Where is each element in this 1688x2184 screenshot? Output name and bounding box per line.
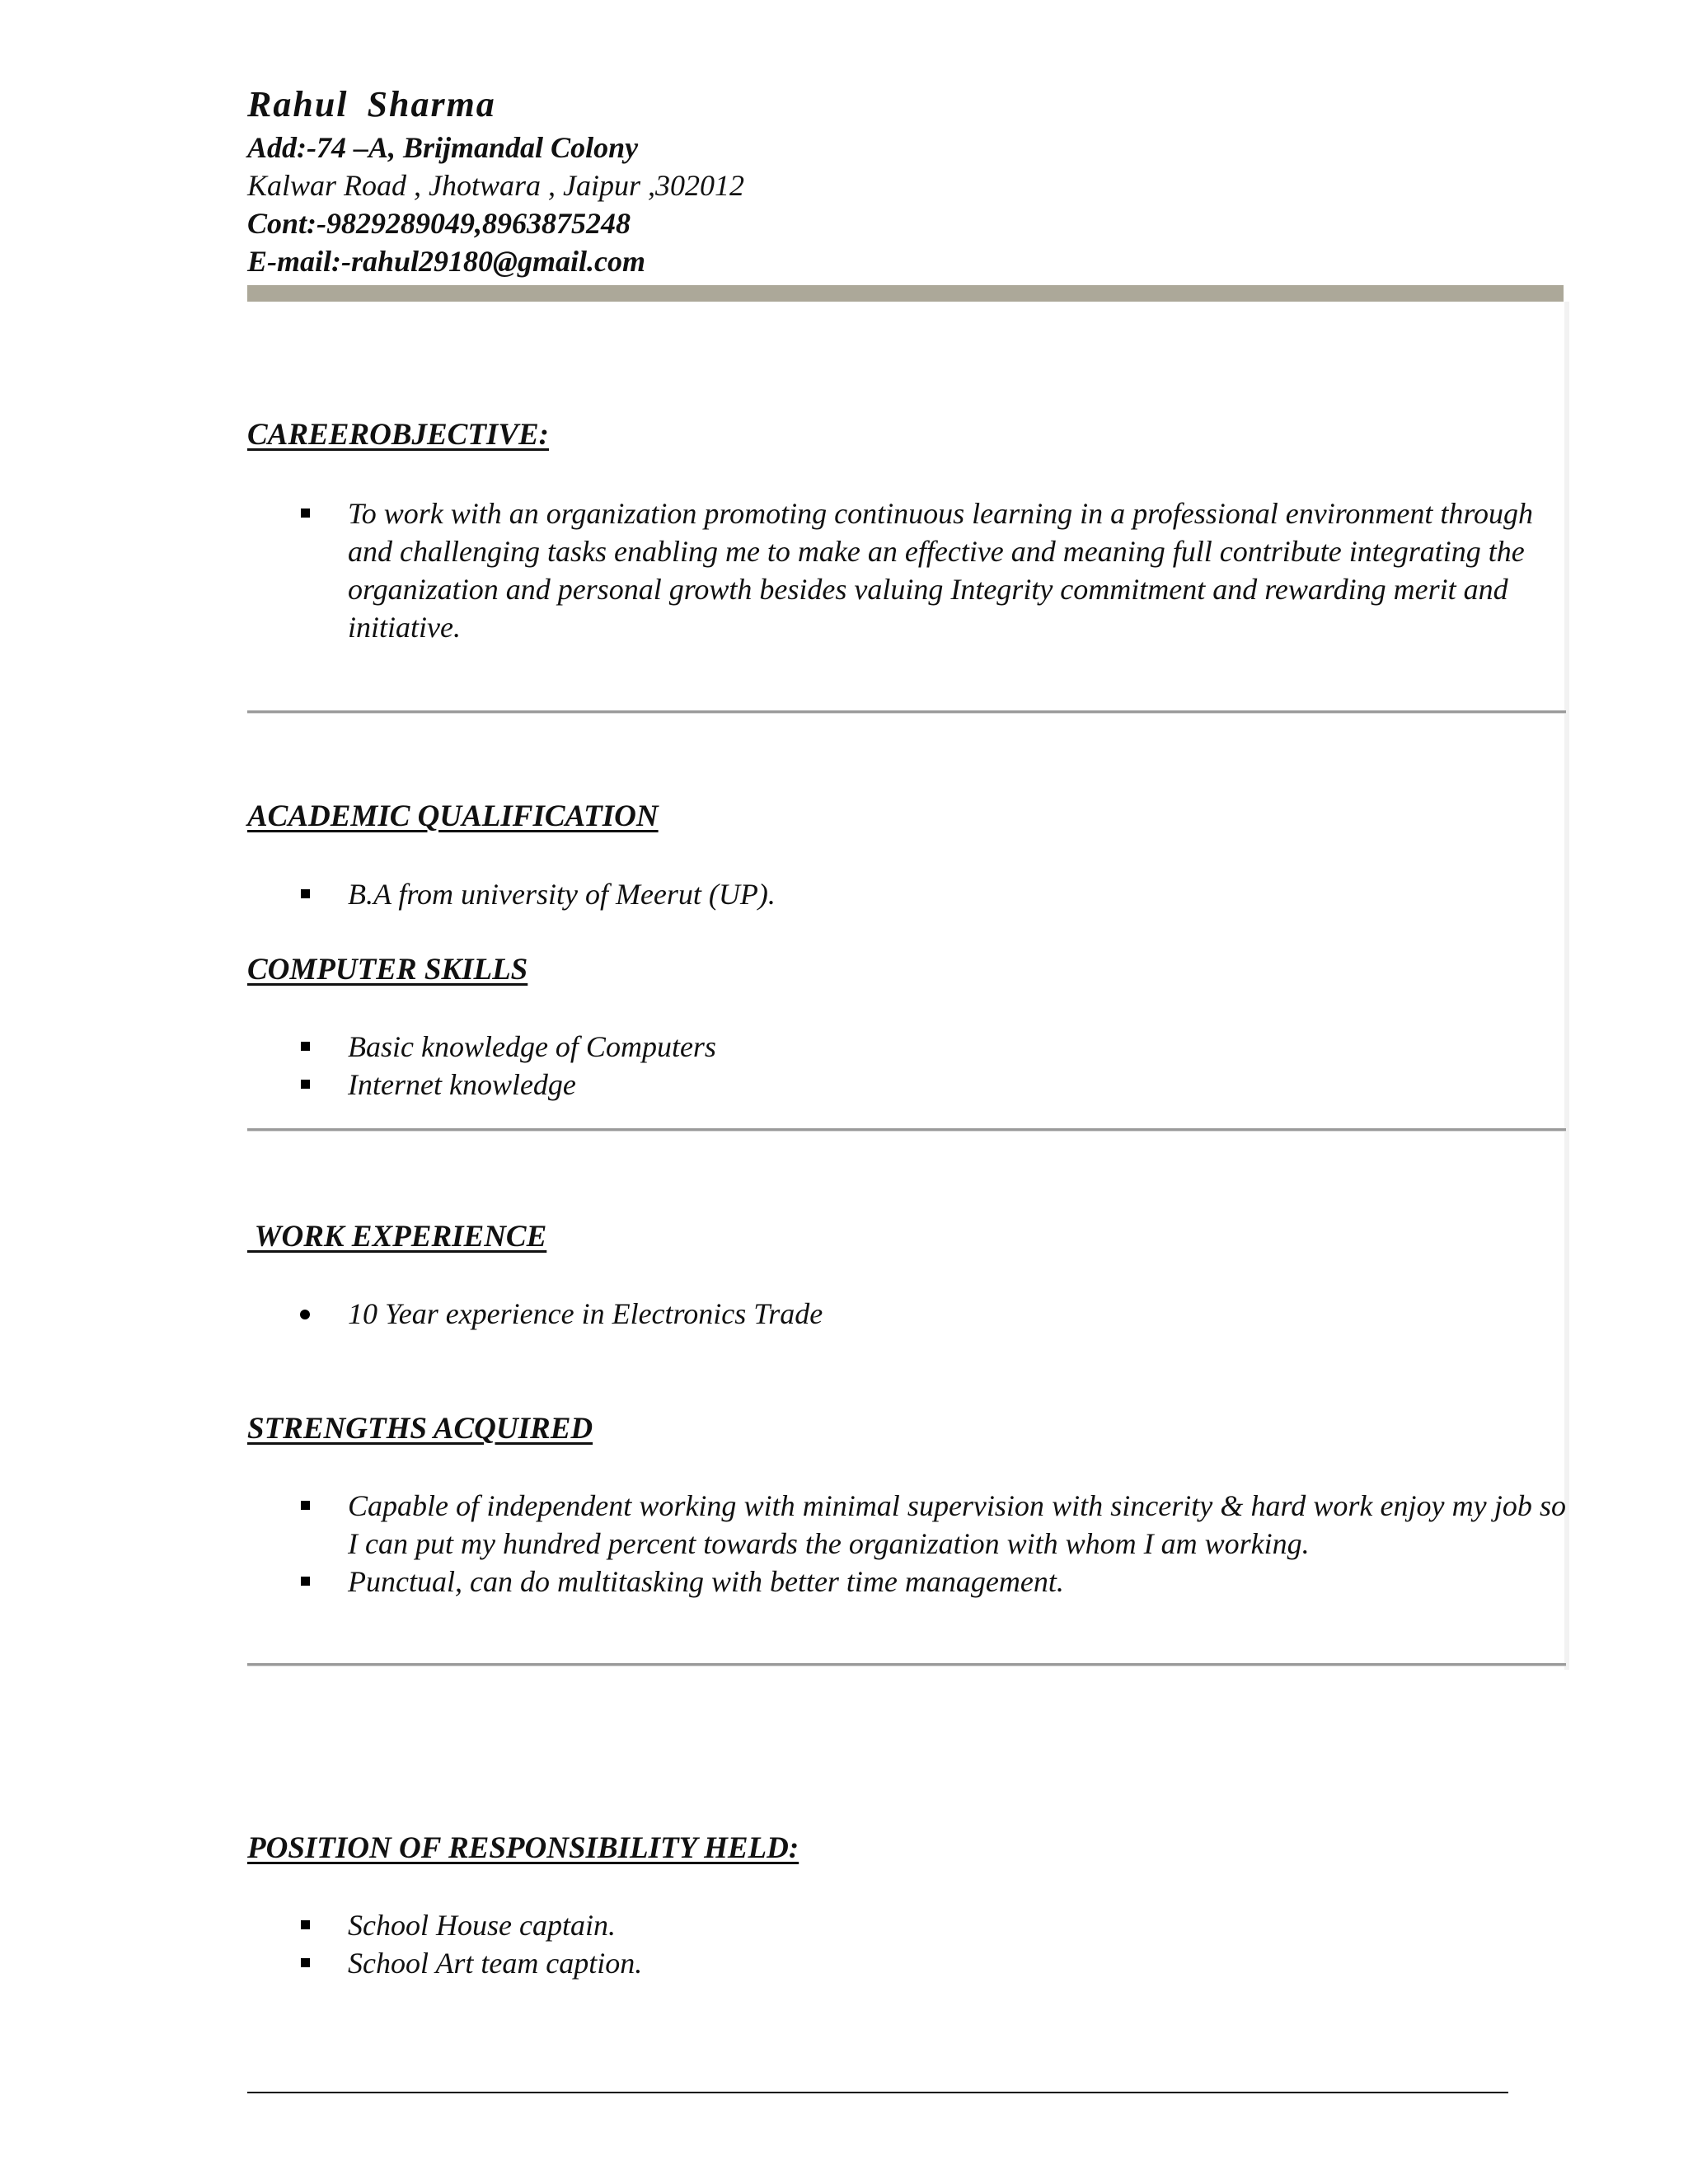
positions-heading: POSITION OF RESPONSIBILITY HELD: bbox=[247, 1831, 799, 1865]
academic-list bbox=[247, 875, 1566, 913]
position-item: School Art team caption. bbox=[348, 1947, 643, 1980]
academic-heading: ACADEMIC QUALIFICATION bbox=[247, 799, 659, 833]
square-bullet-icon bbox=[301, 889, 310, 898]
square-bullet-icon bbox=[301, 1080, 310, 1089]
list-item bbox=[247, 1028, 1566, 1066]
list-item bbox=[247, 875, 1566, 913]
academic-item: B.A from university of Meerut (UP). bbox=[348, 878, 776, 911]
strength-item: Punctual, can do multitasking with better time management. bbox=[348, 1565, 1064, 1598]
computer-skills-heading: COMPUTER SKILLS bbox=[247, 953, 528, 987]
square-bullet-icon bbox=[301, 1920, 310, 1929]
strengths-heading: STRENGTHS ACQUIRED bbox=[247, 1412, 593, 1446]
square-bullet-icon bbox=[301, 1958, 310, 1967]
email-address: E-mail:-rahul29180@gmail.com bbox=[247, 245, 645, 278]
list-item bbox=[247, 1906, 1566, 1944]
square-bullet-icon bbox=[301, 1501, 310, 1510]
position-item: School House captain. bbox=[348, 1909, 616, 1942]
career-objective-heading: CAREEROBJECTIVE: bbox=[247, 418, 550, 452]
positions-list bbox=[247, 1906, 1566, 1982]
work-experience-item: 10 Year experience in Electronics Trade bbox=[348, 1297, 823, 1330]
computer-skills-list bbox=[247, 1028, 1566, 1104]
square-bullet-icon bbox=[301, 1577, 310, 1586]
square-bullet-icon bbox=[301, 1042, 310, 1051]
address-line-1: Add:-74 –A, Brijmandal Colony bbox=[247, 131, 639, 164]
work-experience-heading: WORK EXPERIENCE bbox=[247, 1220, 547, 1254]
computer-skill-item: Basic knowledge of Computers bbox=[348, 1030, 716, 1063]
header-divider-bar bbox=[247, 285, 1564, 302]
list-item bbox=[247, 494, 1566, 646]
square-bullet-icon bbox=[301, 509, 310, 518]
strength-item: Capable of independent working with minimal supervision with sincerity & hard work enjoy my job so I can put my hundred percent towards the organization with whom I am working. bbox=[348, 1489, 1566, 1560]
footer-rule bbox=[247, 2092, 1508, 2093]
contact-header bbox=[247, 81, 1566, 280]
career-objective-text: To work with an organization promoting continuous learning in a professional environment through and challenging tasks enabling me to make an effective and meaning full contribute integrating the organization and personal growth besides valuing Integrity commitment and rewarding merit and initiative. bbox=[348, 497, 1534, 644]
candidate-name: Rahul Sharma bbox=[247, 84, 496, 124]
section-divider bbox=[247, 1663, 1566, 1666]
round-bullet-icon bbox=[300, 1310, 310, 1319]
strengths-list bbox=[247, 1487, 1566, 1601]
list-item bbox=[247, 1487, 1566, 1563]
list-item bbox=[247, 1944, 1566, 1982]
career-objective-list bbox=[247, 494, 1566, 646]
section-divider bbox=[247, 1128, 1566, 1132]
list-item bbox=[247, 1066, 1566, 1104]
list-item bbox=[247, 1563, 1566, 1601]
list-item bbox=[247, 1295, 1566, 1333]
computer-skill-item: Internet knowledge bbox=[348, 1068, 576, 1101]
contact-numbers: Cont:-9829289049,8963875248 bbox=[247, 207, 631, 240]
section-divider bbox=[247, 710, 1566, 714]
address-line-2: Kalwar Road , Jhotwara , Jaipur ,302012 bbox=[247, 169, 745, 202]
work-experience-list bbox=[247, 1295, 1566, 1333]
